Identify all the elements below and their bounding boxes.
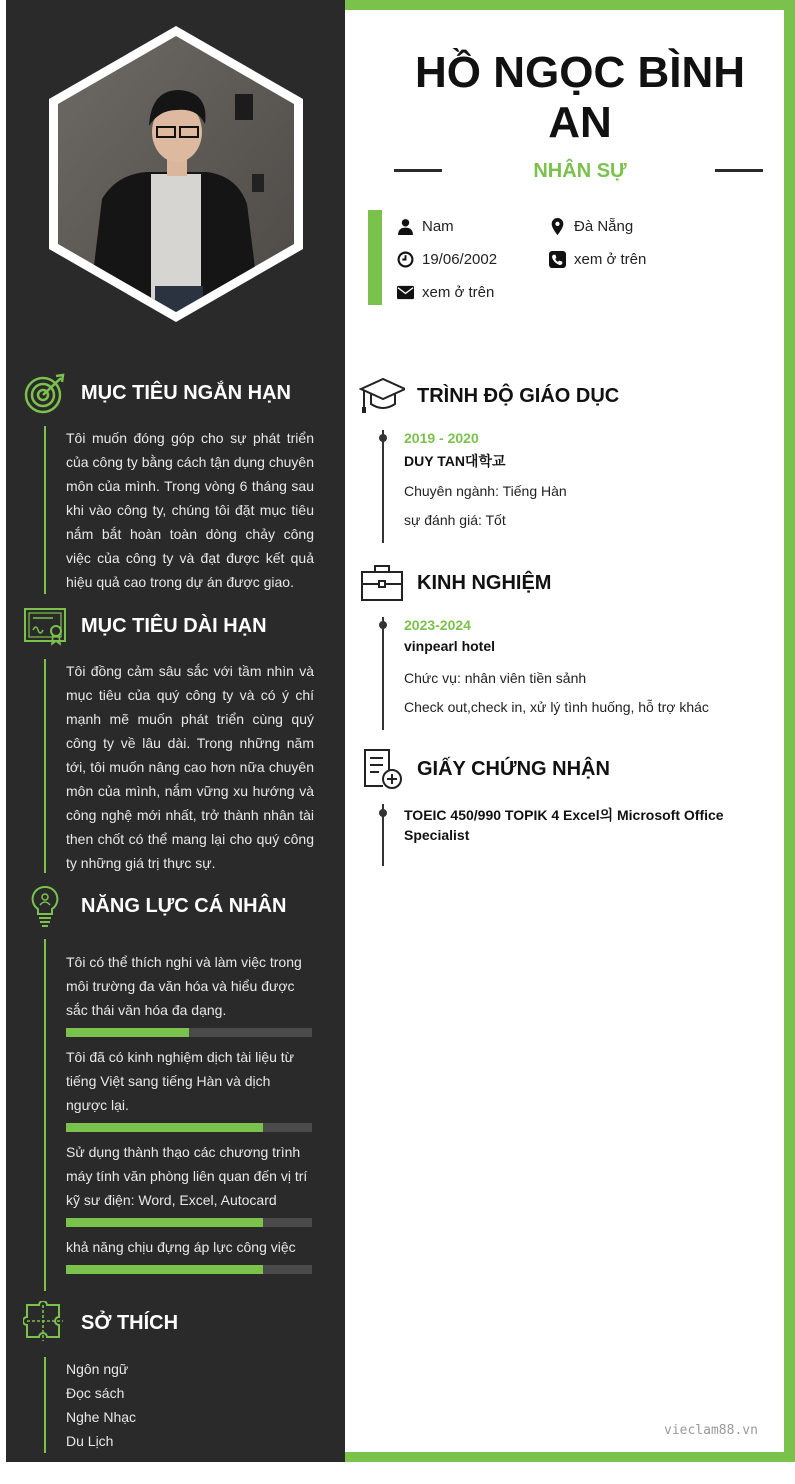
- target-icon: [22, 370, 68, 416]
- education-header: [358, 372, 619, 420]
- skill-item: [66, 950, 314, 1037]
- hobbies-line: [44, 1357, 46, 1453]
- skill-item: [66, 1140, 314, 1227]
- skill-bar: [66, 1218, 312, 1227]
- short-goal-title: MỤC TIÊU NGẮN HẠN: [81, 381, 291, 404]
- experience-timeline: [382, 617, 384, 730]
- certificates-text: TOEIC 450/990 TOPIK 4 Excel의 Microsoft Office Specialist: [404, 807, 724, 843]
- skill-bar-fill: [66, 1218, 263, 1227]
- birthdate-value: 19/06/2002: [422, 250, 498, 268]
- document-add-icon: [358, 745, 406, 793]
- list-item: Ngôn ngữ: [66, 1361, 129, 1377]
- phone-icon: [548, 250, 566, 268]
- skill-text: khả năng chịu đựng áp lực công việc: [66, 1239, 296, 1255]
- timeline-dot: [379, 809, 387, 817]
- skill-bar: [66, 1028, 312, 1037]
- skill-bar-fill: [66, 1028, 189, 1037]
- email-value: xem ở trên: [422, 283, 495, 301]
- timeline-dot: [379, 621, 387, 629]
- short-goal-header: [22, 370, 291, 416]
- long-goal-title: MỤC TIÊU DÀI HẠN: [81, 614, 267, 637]
- certificates-title: GIẤY CHỨNG NHẬN: [417, 757, 610, 780]
- birthdate-info: [396, 250, 497, 268]
- phone-info: [548, 250, 646, 268]
- experience-title: KINH NGHIỆM: [417, 571, 552, 594]
- skill-bar: [66, 1123, 312, 1132]
- education-date: 2019 - 2020: [404, 430, 479, 446]
- gender-value: Nam: [422, 217, 454, 235]
- short-goal-line: [44, 426, 46, 594]
- skills-title: NĂNG LỰC CÁ NHÂN: [81, 894, 287, 917]
- avatar: [47, 24, 305, 324]
- experience-company: vinpearl hotel: [404, 638, 496, 654]
- certificates-header: [358, 745, 610, 793]
- experience-header: [358, 559, 551, 607]
- long-goal-header: [22, 603, 267, 649]
- hobbies-title: SỞ THÍCH: [81, 1311, 179, 1334]
- user-icon: [396, 217, 414, 235]
- graduation-cap-icon: [358, 372, 406, 420]
- candidate-name: HỒ NGỌC BÌNH AN: [415, 48, 745, 147]
- role-divider-left: [394, 169, 442, 172]
- location-value: Đà Nẵng: [574, 217, 634, 235]
- envelope-icon: [396, 283, 414, 301]
- skills-line: [44, 939, 46, 1291]
- puzzle-icon: [22, 1300, 68, 1346]
- education-grade: sự đánh giá: Tốt: [404, 512, 506, 528]
- timeline-dot: [379, 434, 387, 442]
- skill-text: Sử dụng thành thạo các chương trình máy tính văn phòng liên quan đến vị trí kỹ sư điện: Word, Excel, Autocard: [66, 1144, 308, 1208]
- skill-item: [66, 1045, 314, 1132]
- job-title: NHÂN SỰ: [533, 160, 627, 182]
- list-item: Nghe Nhạc: [66, 1409, 137, 1425]
- hobbies-header: [22, 1300, 178, 1346]
- role-divider-right: [715, 169, 763, 172]
- certificate-icon: [22, 603, 68, 649]
- list-item: Đọc sách: [66, 1385, 125, 1401]
- briefcase-icon: [358, 559, 406, 607]
- email-info: [396, 283, 494, 301]
- clock-icon: [396, 250, 414, 268]
- profile-photo: [47, 24, 305, 324]
- map-pin-icon: [548, 217, 566, 235]
- education-timeline: [382, 430, 384, 543]
- short-goal-text: Tôi muốn đóng góp cho sự phát triển của công ty bằng cách tận dụng chuyên môn của mình. Trong vòng 6 tháng sau khi vào công ty, chúng tôi đặt mục tiêu nắm bắt hoàn toàn dòng chảy công việc của công ty và đạt được kết quả hiệu quả cao trong dự án được giao.: [66, 430, 314, 590]
- hobbies-list: [66, 1357, 136, 1453]
- info-accent-bar: [368, 210, 382, 305]
- long-goal-text: Tôi đồng cảm sâu sắc với tầm nhìn và mục tiêu của quý công ty và có ý chí mạnh mẽ muốn phát triển cùng quý công ty về lâu dài. Trong những năm tới, tôi muốn nâng cao hơn nữa chuyên môn của mình, nắm vững xu hướng và công nghệ mới nhất, trở thành nhân tài then chốt có thể mang lại cho quý công ty những giá trị thực sự.: [66, 663, 314, 871]
- experience-position: Chức vụ: nhân viên tiền sảnh: [404, 670, 587, 686]
- skill-bar: [66, 1265, 312, 1274]
- lightbulb-icon: [22, 883, 68, 929]
- location-info: [548, 217, 633, 235]
- gender-info: [396, 217, 454, 235]
- skills-header: [22, 883, 286, 929]
- education-title: TRÌNH ĐỘ GIÁO DỤC: [417, 384, 620, 407]
- watermark: vieclam88.vn: [664, 1423, 758, 1438]
- skill-bar-fill: [66, 1123, 263, 1132]
- skill-item: [66, 1235, 314, 1274]
- education-major: Chuyên ngành: Tiếng Hàn: [404, 483, 567, 499]
- skill-bar-fill: [66, 1265, 263, 1274]
- skill-text: Tôi đã có kinh nghiệm dịch tài liệu từ tiếng Việt sang tiếng Hàn và dịch ngược lại.: [66, 1049, 295, 1113]
- long-goal-line: [44, 659, 46, 873]
- experience-tasks: Check out,check in, xử lý tình huống, hỗ trợ khác: [404, 699, 709, 715]
- list-item: Du Lịch: [66, 1433, 114, 1449]
- skill-text: Tôi có thể thích nghi và làm việc trong môi trường đa văn hóa và hiểu được sắc thái văn hóa đa dạng.: [66, 954, 302, 1018]
- phone-value: xem ở trên: [574, 250, 647, 268]
- experience-date: 2023-2024: [404, 617, 471, 633]
- education-school: DUY TAN대학교: [404, 453, 506, 469]
